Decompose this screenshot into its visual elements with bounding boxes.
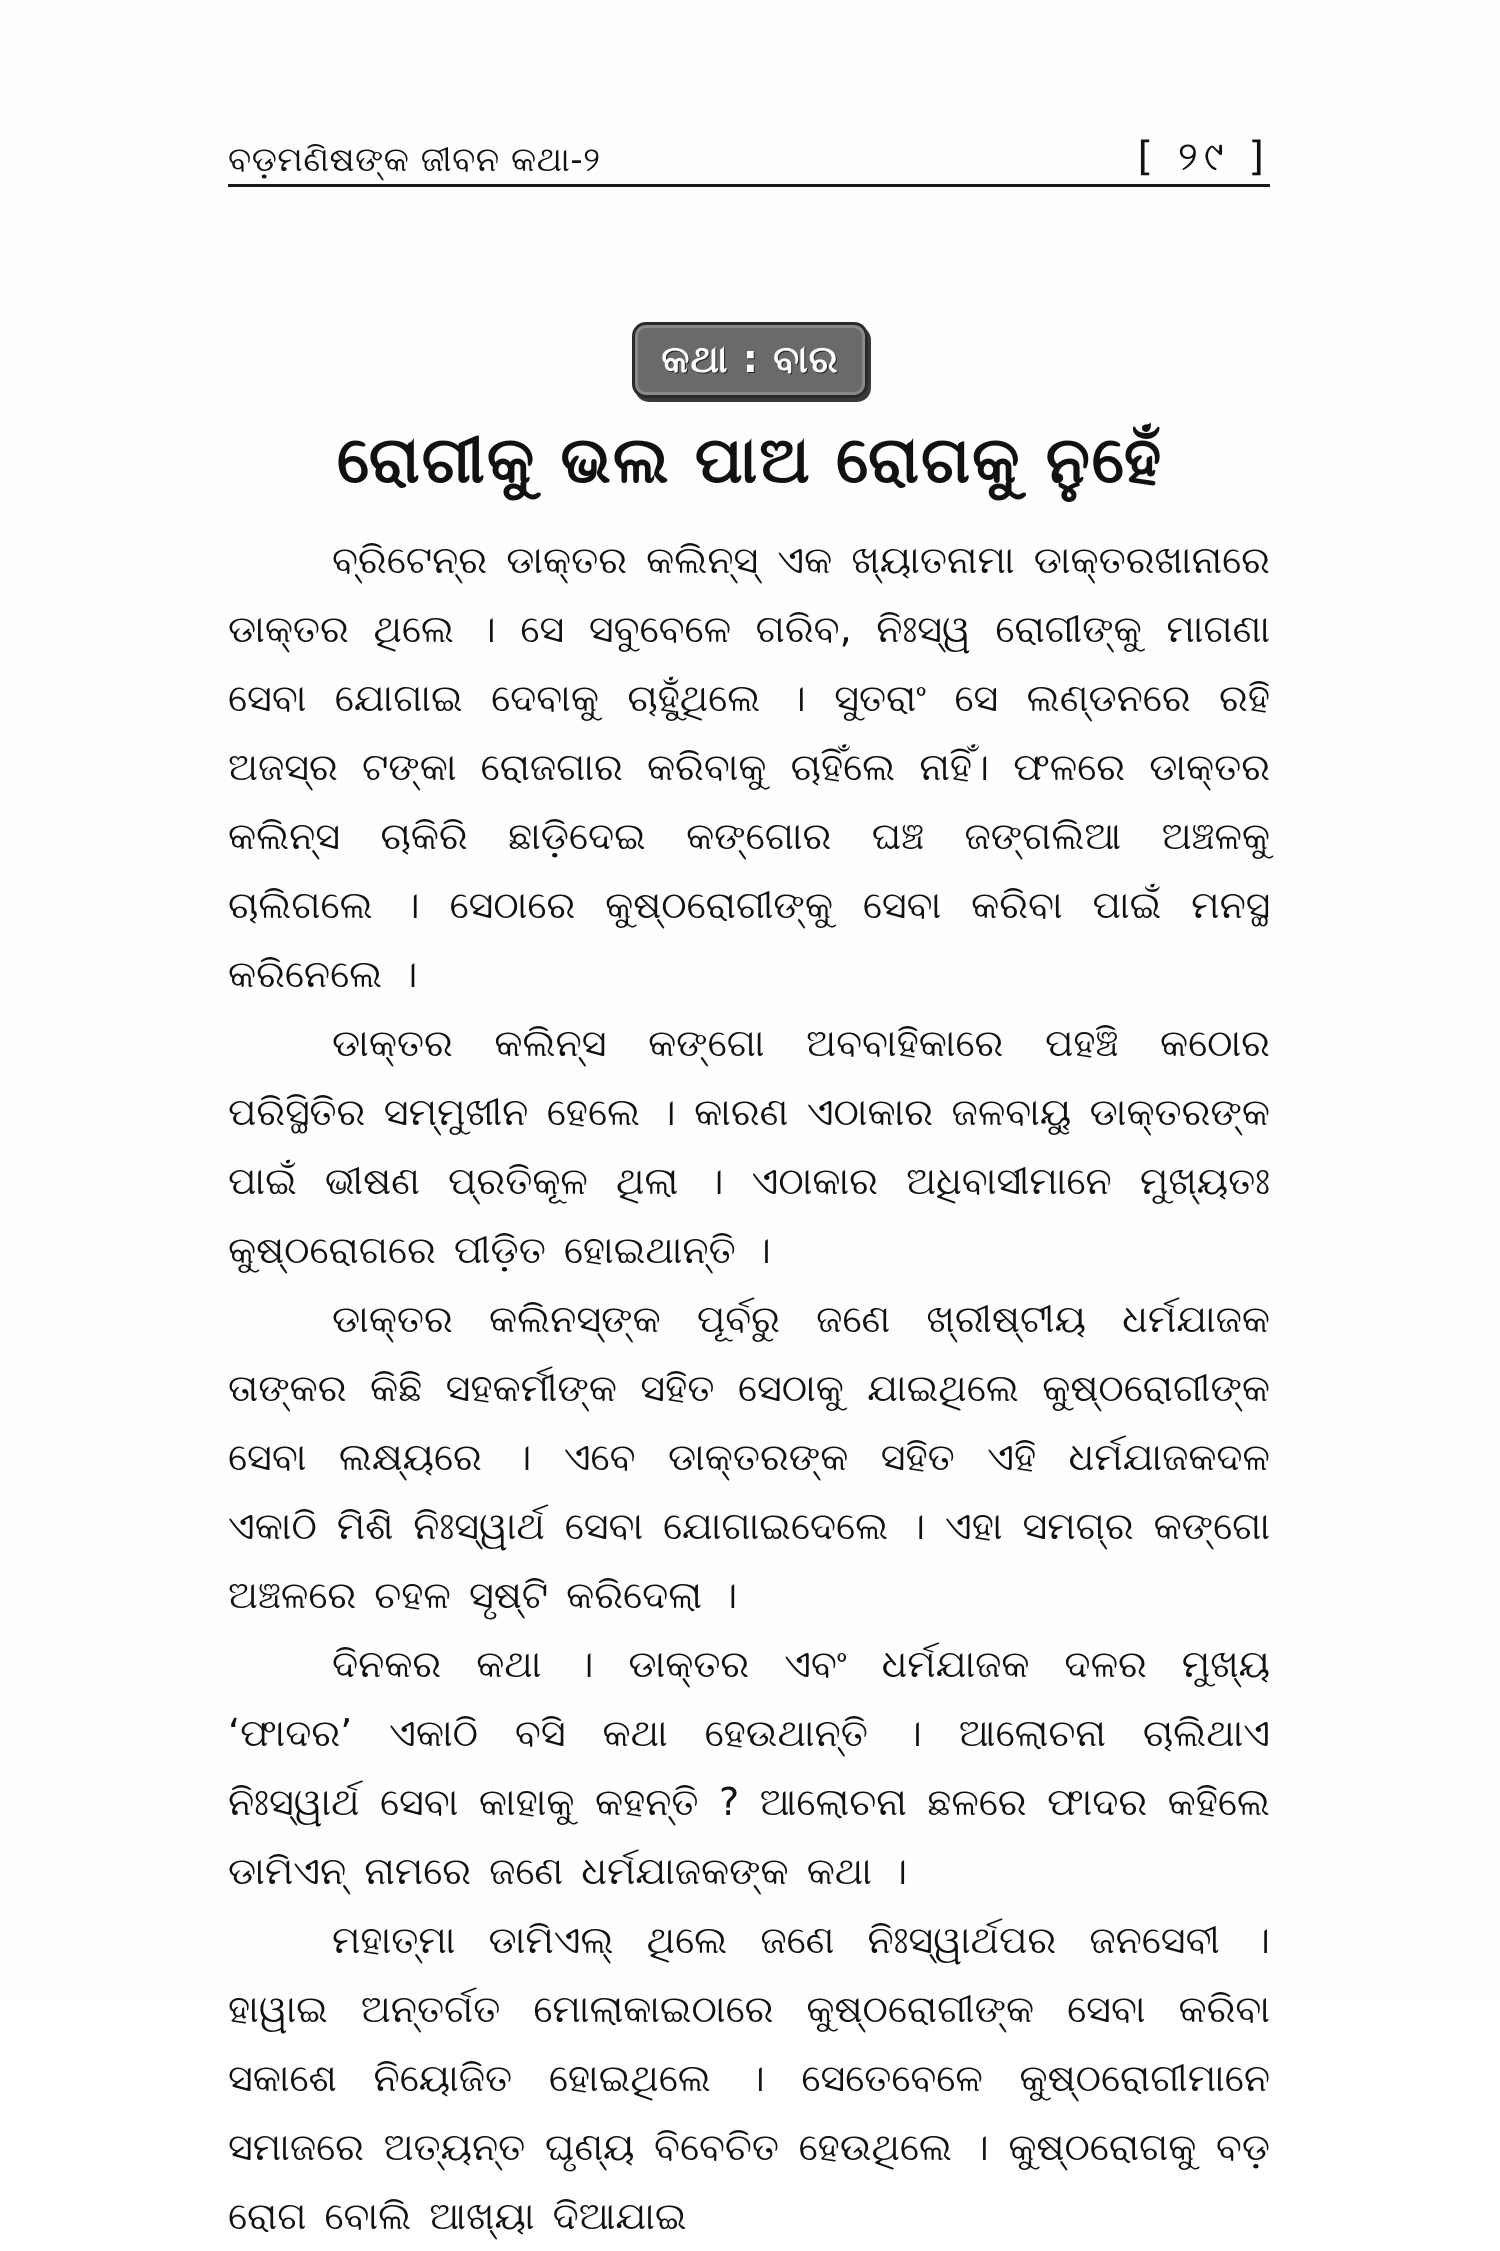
header-rule	[228, 184, 1270, 187]
paragraph: ଡାକ୍ତର କଲିନ୍‌ସ କଙ୍ଗୋ ଅବବାହିକାରେ ପହଞ୍ଚି କଠୋର ପରିସ୍ଥିତିର ସମ୍ମୁଖୀନ ହେଲେ । କାରଣ ଏଠାକାର ଜଳବାୟୁ ଡାକ୍ତରଙ୍କ ପାଇଁ ଭୀଷଣ ପ୍ରତିକୂଳ ଥିଲା । ଏଠାକାର ଅଧିବାସୀମାନେ ମୁଖ୍ୟତଃ କୁଷ୍ଠରୋଗରେ ପୀଡ଼ିତ ହୋଇଥାନ୍ତି ।	[228, 1021, 1270, 1272]
paragraph: ମହାତ୍ମା ଡାମିଏଲ୍ ଥିଲେ ଜଣେ ନିଃସ୍ୱାର୍ଥପର ଜନସେବୀ । ହାୱାଇ ଅନ୍ତର୍ଗତ ମୋଲାକାଇଠାରେ କୁଷ୍ଠରୋଗୀଙ୍କ ସେବା କରିବା ସକାଶେ ନିୟୋଜିତ ହୋଇଥିଲେ । ସେତେବେଳେ କୁଷ୍ଠରୋଗୀମାନେ ସମାଜରେ ଅତ୍ୟନ୍ତ ଘୃଣ୍ୟ ବିବେଚିତ ହେଉଥିଲେ । କୁଷ୍ଠରୋଗକୁ ବଡ଼ ରୋଗ ବୋଲି ଆଖ୍ୟା ଦିଆଯାଇ	[228, 1918, 1270, 2238]
running-title: ବଡ଼ମଣିଷଙ୍କ ଜୀବନ କଥା-୨	[228, 140, 601, 180]
body-text	[228, 526, 1270, 2251]
story-badge	[632, 322, 867, 398]
running-header	[228, 118, 1270, 180]
page-number: [ ୨୯ ]	[1137, 134, 1270, 180]
paragraph: ଦିନକର କଥା । ଡାକ୍ତର ଏବଂ ଧର୍ମଯାଜକ ଦଳର ମୁଖ୍ୟ ‘ଫାଦର’ ଏକାଠି ବସି କଥା ହେଉଥାନ୍ତି । ଆଲୋଚନା ଚାଲିଥାଏ ନିଃସ୍ୱାର୍ଥ ସେବା କାହାକୁ କହନ୍ତି ? ଆଲୋଚନା ଛଳରେ ଫାଦର କହିଲେ ଡାମିଏନ୍ ନାମରେ ଜଣେ ଧର୍ମଯାଜକଙ୍କ କଥା ।	[228, 1642, 1270, 1893]
paragraph: ଡାକ୍ତର କଲିନସ୍‌ଙ୍କ ପୂର୍ବରୁ ଜଣେ ଖ୍ରୀଷ୍ଟୀୟ ଧର୍ମଯାଜକ ତାଙ୍କର କିଛି ସହକର୍ମୀଙ୍କ ସହିତ ସେଠାକୁ ଯାଇଥିଲେ କୁଷ୍ଠରୋଗୀଙ୍କ ସେବା ଲକ୍ଷ୍ୟରେ । ଏବେ ଡାକ୍ତରଙ୍କ ସହିତ ଏହି ଧର୍ମଯାଜକଦଳ ଏକାଠି ମିଶି ନିଃସ୍ୱାର୍ଥ ସେବା ଯୋଗାଇଦେଲେ । ଏହା ସମଗ୍ର କଙ୍ଗୋ ଅଞ୍ଚଳରେ ଚହଳ ସୃଷ୍ଟି କରିଦେଲା ।	[228, 1297, 1270, 1617]
paragraph: ବ୍ରିଟେନ୍‌ର ଡାକ୍ତର କଲିନ୍‌ସ୍ ଏକ ଖ୍ୟାତନାମା ଡାକ୍ତରଖାନାରେ ଡାକ୍ତର ଥିଲେ । ସେ ସବୁବେଳେ ଗରିବ, ନିଃସ୍ୱ ରୋଗୀଙ୍କୁ ମାଗଣା ସେବା ଯୋଗାଇ ଦେବାକୁ ଚାହୁଁଥିଲେ । ସୁତରାଂ ସେ ଲଣ୍ଡନରେ ରହି ଅଜସ୍ର ଟଙ୍କା ରୋଜଗାର କରିବାକୁ ଚାହିଁଲେ ନାହିଁ। ଫଳରେ ଡାକ୍ତର କଲିନ୍‌ସ ଚାକିରି ଛାଡ଼ିଦେଇ କଙ୍ଗୋର ଘଞ୍ଚ ଜଙ୍ଗଲିଆ ଅଞ୍ଚଳକୁ ଚାଲିଗଲେ । ସେଠାରେ କୁଷ୍ଠରୋଗୀଙ୍କୁ ସେବା କରିବା ପାଇଁ ମନସ୍ଥ କରିନେଲେ ।	[228, 538, 1270, 996]
story-badge-container	[0, 322, 1500, 398]
story-badge-label: କଥା : ବାର	[661, 336, 839, 381]
chapter-title: ରୋଗୀକୁ ଭଲ ପାଅ ରୋଗକୁ ନୁହେଁ	[336, 424, 1164, 498]
